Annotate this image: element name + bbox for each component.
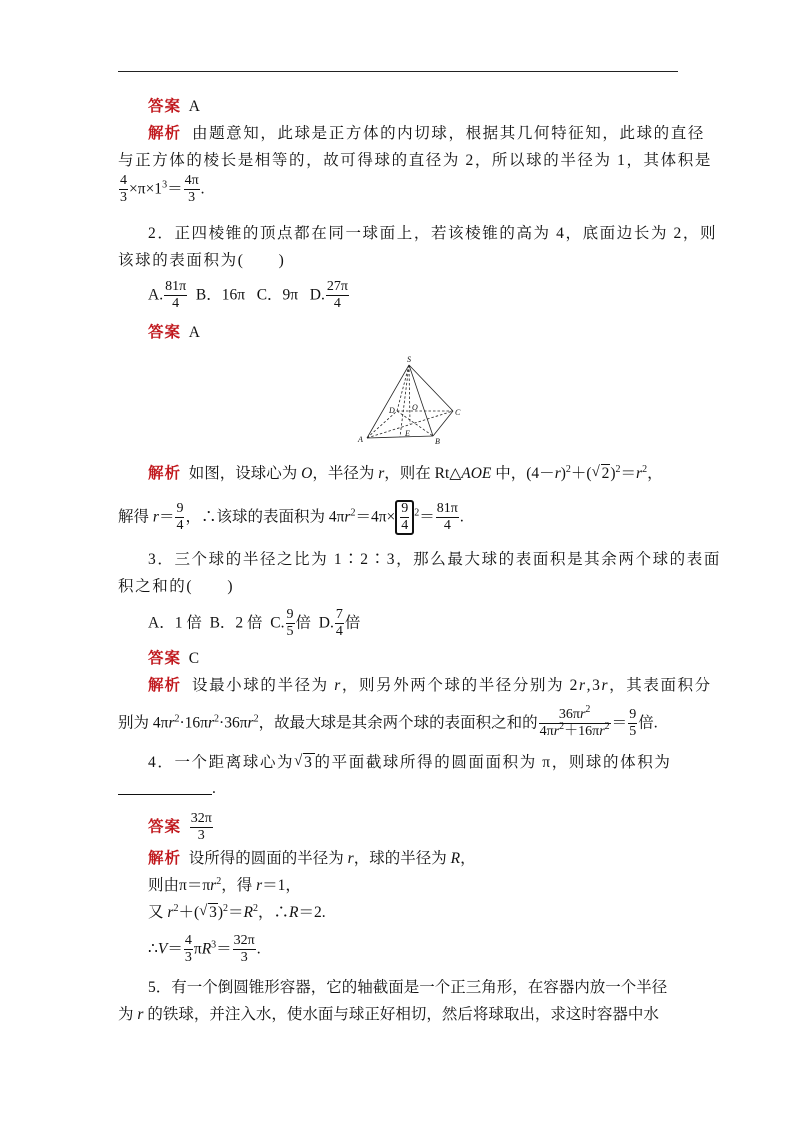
q5-stem-line1: 5．有一个倒圆锥形容器，它的轴截面是一个正三角形，在容器内放一个半径 [148, 979, 668, 996]
fraction: $\frac{27\pi}{4}$ [326, 279, 348, 311]
fraction: $\frac{36\pi r^2}{4\pi r^2+16\pi r^2}$ [539, 704, 610, 739]
q4-analysis-line3: 又 $r^2+(√$ $3)^2=R^2$，∴R＝2. [148, 902, 326, 924]
fraction: $\frac{9}{4}$ [176, 501, 184, 533]
sqrt: √ 3 [199, 902, 218, 924]
answer-blank [118, 780, 212, 795]
figure-label-C: C [455, 408, 461, 417]
q2-stem-line2: 该球的表面积为( ) [118, 252, 286, 269]
prev-analysis-line2: 与正方体的棱长是相等的，故可得球的直径为 2，所以球的半径为 1，其体积是 [118, 152, 712, 169]
figure-label-B: B [435, 437, 440, 446]
sqrt: √ 3 [294, 752, 314, 774]
q2-stem-line1: 2．正四棱锥的顶点都在同一球面上，若该棱锥的高为 4，底面边长为 2，则 [148, 225, 718, 242]
q4-analysis-line2: 则由$\pi=\pi r^2$，得 r＝1， [148, 876, 301, 894]
figure-label-A: A [358, 435, 363, 444]
figure-label-D: D [389, 406, 395, 415]
pyramid-figure [349, 351, 469, 447]
q4-analysis-line4: ∴V＝ $\frac{4}{3}$ $\pi R^3=$ $\frac{32\pi}{3}$ . [148, 933, 261, 965]
prev-analysis-line1: 解析 由题意知，此球是正方体的内切球，根据其几何特征知，此球的直径 [148, 125, 705, 142]
q3-analysis-line2: 别为 $4\pi r^2\cdot 16\pi r^2\cdot 36\pi r^2$，故最大球是其余两个球的表面积之和的 $\frac{36\pi r^2}{4\pi r^2+16\pi r^2}$ ＝ $\frac{9}{5}$ 倍. [118, 704, 658, 739]
q3-options: A．1 倍 B．2 倍 C. $\frac{9}{5}$ 倍 D. $\frac{7}{4}$ 倍 [148, 607, 361, 639]
q4-blank-line: . [118, 778, 216, 800]
sqrt: √ 2 [592, 463, 611, 485]
q2-answer-line: 答案 A [148, 324, 200, 341]
fraction: $\frac{32\pi}{3}$ [190, 811, 212, 843]
q3-answer-line: 答案 C [148, 650, 200, 667]
q3-analysis-line1: 解析 设最小球的半径为 r，则另外两个球的半径分别为 2r,3r，其表面积分 [148, 677, 712, 694]
q5-stem-line2: 为 r 的铁球，并注入水，使水面与球正好相切，然后将球取出，求这时容器中水 [118, 1006, 659, 1023]
q4-answer-line: 答案 $\frac{32\pi}{3}$ [148, 811, 212, 843]
figure-label-E: E [405, 429, 410, 438]
fraction: $\frac{4\pi}{3}$ [184, 173, 199, 205]
q2-analysis-line1: 解析 如图，设球心为 O，半径为 r，则在 Rt△AOE 中，$(4-r)^2+(√$ $2)^2=r^2$， [148, 463, 663, 485]
figure-label-S: S [407, 355, 411, 364]
fraction: $\frac{81\pi}{4}$ [436, 501, 458, 533]
q3-stem-line2: 积之和的( ) [118, 578, 235, 595]
q2-options: A. $\frac{81\pi}{4}$ B．16π C．9π D. $\frac{27\pi}{4}$ [148, 279, 348, 311]
prev-volume-formula: $\frac{4}{3}$ $\times\pi\times 1^3=$ $\frac{4\pi}{3}$ . [120, 173, 205, 205]
header-rule [118, 71, 678, 72]
q4-analysis-line1: 解析 设所得的圆面的半径为 r，球的半径为 R， [148, 850, 476, 867]
q4-stem-line1: 4．一个距离球心为√ 3的平面截球所得的圆面面积为 π，则球的体积为 [148, 752, 671, 774]
figure-label-O: O [412, 403, 418, 412]
q2-analysis-line2: 解得 r＝ $\frac{9}{4}$ ，∴该球的表面积为 $4\pi r^2=4\pi\times$ $\frac{9}{4}$ $^2$＝ $\frac{81\pi}{4}$ . [118, 500, 464, 535]
fraction: $\frac{4}{3}$ [120, 173, 127, 205]
boxed-fraction: $\frac{9}{4}$ [395, 500, 414, 535]
prev-answer-line: 答案 A [148, 98, 200, 115]
fraction: $\frac{9}{5}$ [629, 707, 637, 739]
fraction: $\frac{32\pi}{3}$ [233, 933, 255, 965]
fraction: $\frac{7}{4}$ [335, 607, 343, 639]
fraction: $\frac{4}{3}$ [184, 933, 192, 965]
fraction: $\frac{81\pi}{4}$ [165, 279, 187, 311]
fraction: $\frac{9}{5}$ [286, 607, 294, 639]
q3-stem-line1: 3．三个球的半径之比为 1∶2∶3，那么最大球的表面积是其余两个球的表面 [148, 551, 721, 568]
